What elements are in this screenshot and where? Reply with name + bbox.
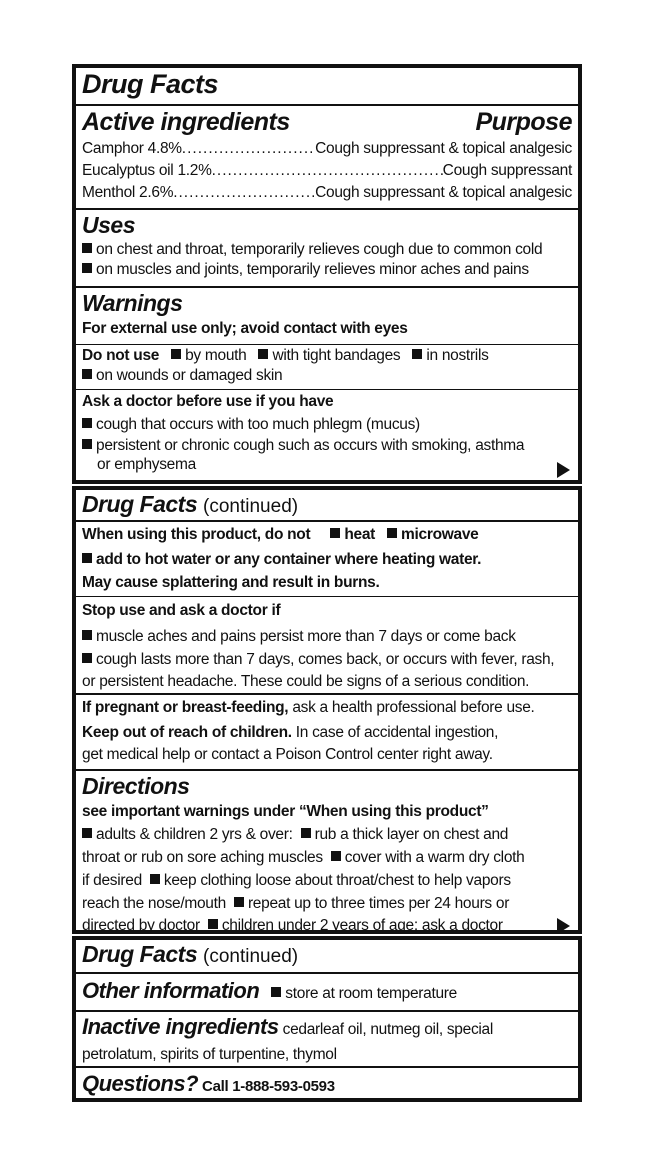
ingredient-row: Camphor 4.8% ..... Cough suppressant & topical analgesic: [82, 138, 572, 160]
directions-section: [76, 771, 578, 937]
list-item: on chest and throat, temporarily relieves cough due to common cold: [82, 240, 572, 260]
continue-arrow-icon: [557, 918, 570, 934]
list-item-continued: or persistent headache. These could be signs of a serious condition.: [82, 673, 530, 690]
list-item-continued: or emphysema: [97, 456, 196, 473]
stop-use-heading: Stop use and ask a doctor if: [82, 602, 281, 619]
directions-line: if desired keep clothing loose about throat/chest to help vapors: [82, 872, 511, 889]
bullet-icon: [208, 919, 218, 929]
do-not-use-section: Do not use by mouth with tight bandages in nostrils on wounds or damaged skin: [76, 345, 578, 390]
when-using-label: When using this product, do not: [82, 526, 311, 543]
list-item: cough lasts more than 7 days, comes back, or occurs with fever, rash,: [82, 648, 572, 671]
ask-doctor-section: [76, 390, 578, 482]
bullet-icon: [82, 439, 92, 449]
uses-section: [76, 210, 578, 288]
stop-use-section: [76, 597, 578, 695]
bullet-icon: [82, 418, 92, 428]
bullet-icon: [330, 528, 340, 538]
continued-label: (continued): [203, 496, 299, 517]
bullet-icon: [82, 553, 92, 563]
do-not-use-label: Do not use: [82, 347, 160, 364]
pregnant-warning-label: If pregnant or breast-feeding,: [82, 699, 289, 716]
bullet-icon: [82, 630, 92, 640]
external-use-warning: For external use only; avoid contact with eyes: [82, 320, 408, 337]
purpose-heading: Purpose: [475, 108, 572, 136]
directions-line: directed by doctor children under 2 years of age: ask a doctor: [82, 917, 503, 934]
bullet-icon: [234, 897, 244, 907]
panel-title: Drug Facts: [82, 69, 219, 99]
other-information-section: Other information store at room temperature: [76, 974, 578, 1012]
bullet-icon: [387, 528, 397, 538]
children-warning-label: Keep out of reach of children.: [82, 724, 292, 741]
bullet-icon: [412, 349, 422, 359]
other-information-heading: Other information: [82, 978, 260, 1003]
panel-title: Drug Facts: [82, 941, 198, 967]
bullet-icon: [331, 851, 341, 861]
title-section: [76, 490, 578, 522]
list-item: persistent or chronic cough such as occurs with smoking, asthma: [82, 435, 572, 456]
directions-heading: Directions: [82, 773, 190, 799]
when-using-section: When using this product, do not heat microwave add to hot water or any container where heating water. May cause splattering and result in burns.: [76, 522, 578, 597]
bullet-icon: [171, 349, 181, 359]
bullet-icon: [82, 263, 92, 273]
ask-doctor-heading: Ask a doctor before use if you have: [82, 393, 334, 410]
questions-heading: Questions?: [82, 1071, 199, 1096]
directions-line: reach the nose/mouth repeat up to three times per 24 hours or: [82, 895, 510, 912]
directions-line: throat or rub on sore aching muscles cover with a warm dry cloth: [82, 849, 525, 866]
bullet-icon: [82, 369, 92, 379]
active-ingredients-heading: Active ingredients: [82, 108, 290, 136]
inactive-ingredients-section: Inactive ingredients cedarleaf oil, nutmeg oil, special petrolatum, spirits of turpentine, thymol: [76, 1012, 578, 1068]
ingredient-row: Eucalyptus oil 1.2% ..... Cough suppressant: [82, 160, 572, 182]
list-item: cough that occurs with too much phlegm (mucus): [82, 414, 572, 435]
directions-subheading: see important warnings under “When using this product”: [82, 803, 489, 820]
drug-facts-panel-2: [72, 486, 582, 934]
list-item: muscle aches and pains persist more than 7 days or come back: [82, 625, 572, 648]
when-using-note: May cause splattering and result in burns.: [82, 574, 380, 591]
warnings-section: [76, 288, 578, 345]
uses-heading: Uses: [82, 212, 135, 238]
title-section: [76, 68, 578, 106]
ingredient-row: Menthol 2.6% ..... Cough suppressant & topical analgesic: [82, 182, 572, 204]
phone-number: Call 1-888-593-0593: [202, 1078, 335, 1095]
bullet-icon: [258, 349, 268, 359]
drug-facts-panel-1: [72, 64, 582, 484]
bullet-icon: [150, 874, 160, 884]
list-item: on muscles and joints, temporarily relieves minor aches and pains: [82, 260, 572, 280]
warnings-heading: Warnings: [82, 290, 183, 316]
continue-arrow-icon: [557, 462, 570, 478]
title-section: [76, 940, 578, 974]
bullet-icon: [271, 987, 281, 997]
pregnancy-children-section: If pregnant or breast-feeding, ask a health professional before use. Keep out of reach of children. In case of accidental ingestion, get medical help or contact a Poison Control center right away.: [76, 695, 578, 771]
continued-label: (continued): [203, 946, 299, 967]
bullet-icon: [301, 828, 311, 838]
bullet-icon: [82, 653, 92, 663]
bullet-icon: [82, 243, 92, 253]
inactive-ingredients-heading: Inactive ingredients: [82, 1014, 279, 1039]
active-ingredients-section: [76, 106, 578, 210]
drug-facts-panel-3: [72, 936, 582, 1102]
panel-title: Drug Facts: [82, 491, 198, 517]
directions-line: adults & children 2 yrs & over: rub a thick layer on chest and: [82, 823, 572, 846]
bullet-icon: [82, 828, 92, 838]
questions-section: [76, 1068, 578, 1102]
